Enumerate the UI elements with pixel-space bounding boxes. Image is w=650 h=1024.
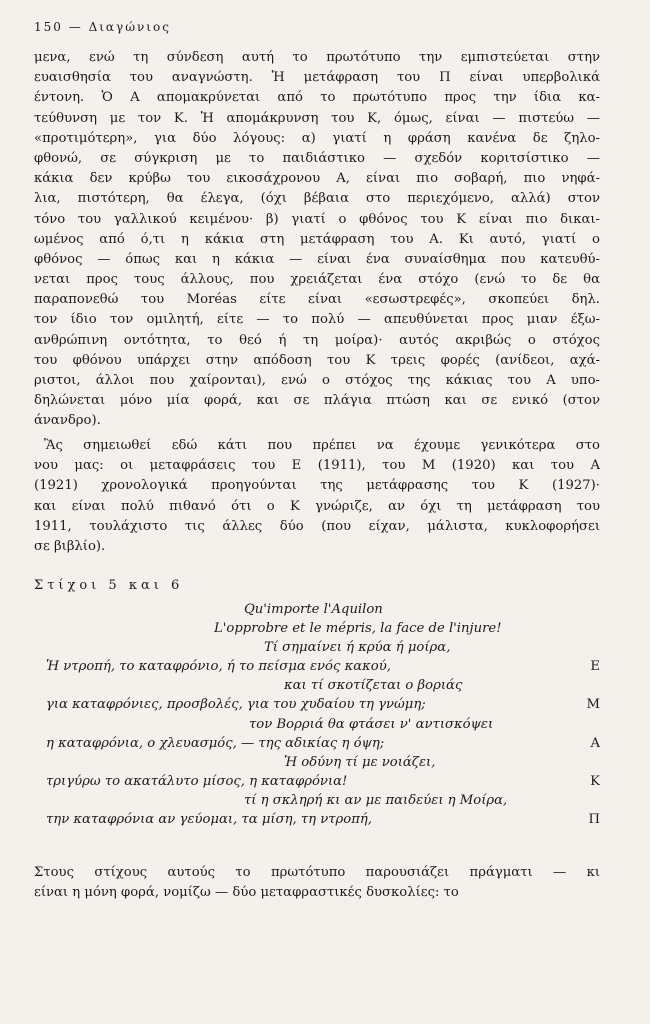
text-line: παραπονεθώ του Moréas είτε είναι «εσωστρεφές», σκοπεύει δηλ. (34, 292, 600, 308)
section-heading: Στίχοι 5 και 6 (34, 578, 184, 593)
verse-line (34, 600, 600, 619)
text-line: ριστοι, άλλοι που χαίρονται), ενώ ο στόχος της κάκιας του Α υπο- (34, 373, 600, 388)
verse-line (34, 657, 600, 676)
verse-line (34, 753, 600, 772)
text-line: «προτιμότερη», για δύο λόγους: α) γιατί η φράση κανένα δε ζηλο- (34, 130, 600, 146)
text-line: και είναι πολύ πιθανό ότι ο Κ γνώριζε, αν όχι τη μετάφραση του (34, 498, 600, 514)
running-header (34, 20, 171, 34)
translator-code: Κ (590, 773, 600, 789)
text-line: νεται προς τους άλλους, που χρειάζεται ένα στόχο (ενώ το δε θα (34, 272, 600, 288)
text-line: είναι η μόνη φορά, νομίζω — δύο μεταφραστικές δυσκολίες: το (34, 885, 459, 901)
translator-code: Α (590, 735, 600, 751)
verse-text: L'opprobre et le mépris, la face de l'injure! (214, 621, 502, 637)
text-line: φθόνος — όπως και η κάκια — είναι ένα συναίσθημα που κατευθύ- (34, 251, 600, 267)
verse-line (34, 638, 600, 657)
verse-text: Ἡ ντροπή, το καταφρόνιο, ή το πείσμα ενός κακού, (46, 659, 391, 675)
verse-line (34, 810, 600, 829)
text-line: Στους στίχους αυτούς το πρωτότυπο παρουσιάζει πράγματι — κι (34, 865, 600, 880)
translator-code: Π (588, 812, 600, 828)
text-line: ωμένος από ό,τι η κάκια στη μετάφραση του Α. Κι αυτό, γιατί ο (34, 231, 600, 247)
translator-code: Μ (586, 697, 600, 713)
translator-code: Ε (590, 659, 600, 675)
paragraph-2 (34, 436, 600, 557)
text-line: τόνο του γαλλικού κειμένου· β) γιατί ο φθόνος του Κ είναι πιο δικαι- (34, 211, 600, 227)
text-line: (1921) χρονολογικά προηγούνται της μετάφρασης του Κ (1927)· (34, 478, 600, 494)
verse-text: Qu'importe l'Aquilon (244, 602, 383, 617)
verse-text: και τί σκοτίζεται ο βοριάς (284, 678, 463, 694)
page-number: 150 (34, 20, 63, 34)
verse-text: τον Βορριά θα φτάσει ν' αντισκόψει (249, 716, 494, 732)
text-line: μενα, ενώ τη σύνδεση αυτή το πρωτότυπο την εμπιστεύεται στην (34, 50, 600, 65)
verse-line (34, 676, 600, 695)
text-line: τον ίδιο τον ομιλητή, είτε — το πολύ — απευθύνεται προς μιαν έξω- (34, 312, 600, 328)
text-line: ευαισθησία του αναγνώστη. Ἡ μετάφραση του Π είναι υπερβολικά (34, 70, 600, 86)
text-line: του φθόνου υπάρχει στην απόδοση του Κ τρεις φορές (ανίδεοι, αχά- (34, 352, 600, 368)
text-line: τεύθυνση με τον Κ. Ἡ απομάκρυνση του Κ, όμως, είναι — πιστεύω — (34, 110, 600, 126)
text-line: 1911, τουλάχιστο τις άλλες δύο (που είχαν, μάλιστα, κυκλοφορήσει (34, 518, 600, 534)
text-line: Ἂς σημειωθεί εδώ κάτι που πρέπει να έχουμε γενικότερα στο (44, 438, 600, 453)
text-line: δηλώνεται μόνο μία φορά, και σε πλάγια πτώση και σε ενικό (στον (34, 393, 600, 409)
verse-text: Τί σημαίνει ή κρύα ή μοίρα, (264, 640, 451, 656)
verse-text: τριγύρω το ακατάλυτο μίσος, η καταφρόνια! (46, 773, 348, 789)
verse-comparison (34, 600, 600, 829)
verse-text: τί η σκληρή κι αν με παιδεύει η Μοίρα, (244, 792, 508, 808)
verse-line (34, 695, 600, 714)
text-line: φθονώ, σε σύγκριση με το παιδιάστικο — σχεδόν κοριτσίστικο — (34, 150, 600, 166)
verse-text: η καταφρόνια, ο χλευασμός, — της αδικίας η όψη; (46, 735, 385, 751)
verse-line (34, 734, 600, 753)
text-line: σε βιβλίο). (34, 538, 106, 554)
verse-line (34, 791, 600, 810)
text-line: ανθρώπινη οντότητα, το θεό ή τη μοίρα)· αυτός ακριβώς ο στόχος (34, 332, 600, 348)
verse-text: Ἡ οδύνη τί με νοιάζει, (284, 754, 436, 770)
text-line: νου μας: οι μεταφράσεις του Ε (1911), του Μ (1920) και του Α (34, 458, 600, 474)
text-line: λια, πιστότερη, θα έλεγα, (όχι βέβαια στο περιεχόμενο, αλλά) στον (34, 191, 600, 207)
paragraph-3 (34, 863, 600, 903)
running-title: Διαγώνιος (88, 20, 171, 34)
verse-line (34, 772, 600, 791)
header-separator: — (68, 20, 83, 34)
paragraph-1 (34, 48, 600, 432)
verse-line (34, 619, 600, 638)
verse-text: για καταφρόνιες, προσβολές, για του χυδαίου τη γνώμη; (46, 697, 426, 713)
verse-text: την καταφρόνια αν γεύομαι, τα μίση, τη ντροπή, (46, 812, 373, 828)
text-line: άνανδρο). (34, 413, 101, 429)
text-line: έντονη. Ὁ Α απομακρύνεται από το πρωτότυπο προς την ίδια κα- (34, 90, 600, 106)
text-line: κάκια δεν κρύβω του εικοσάχρονου Α, είναι πιο σοβαρή, πιο νηφά- (34, 171, 600, 187)
verse-line (34, 715, 600, 734)
